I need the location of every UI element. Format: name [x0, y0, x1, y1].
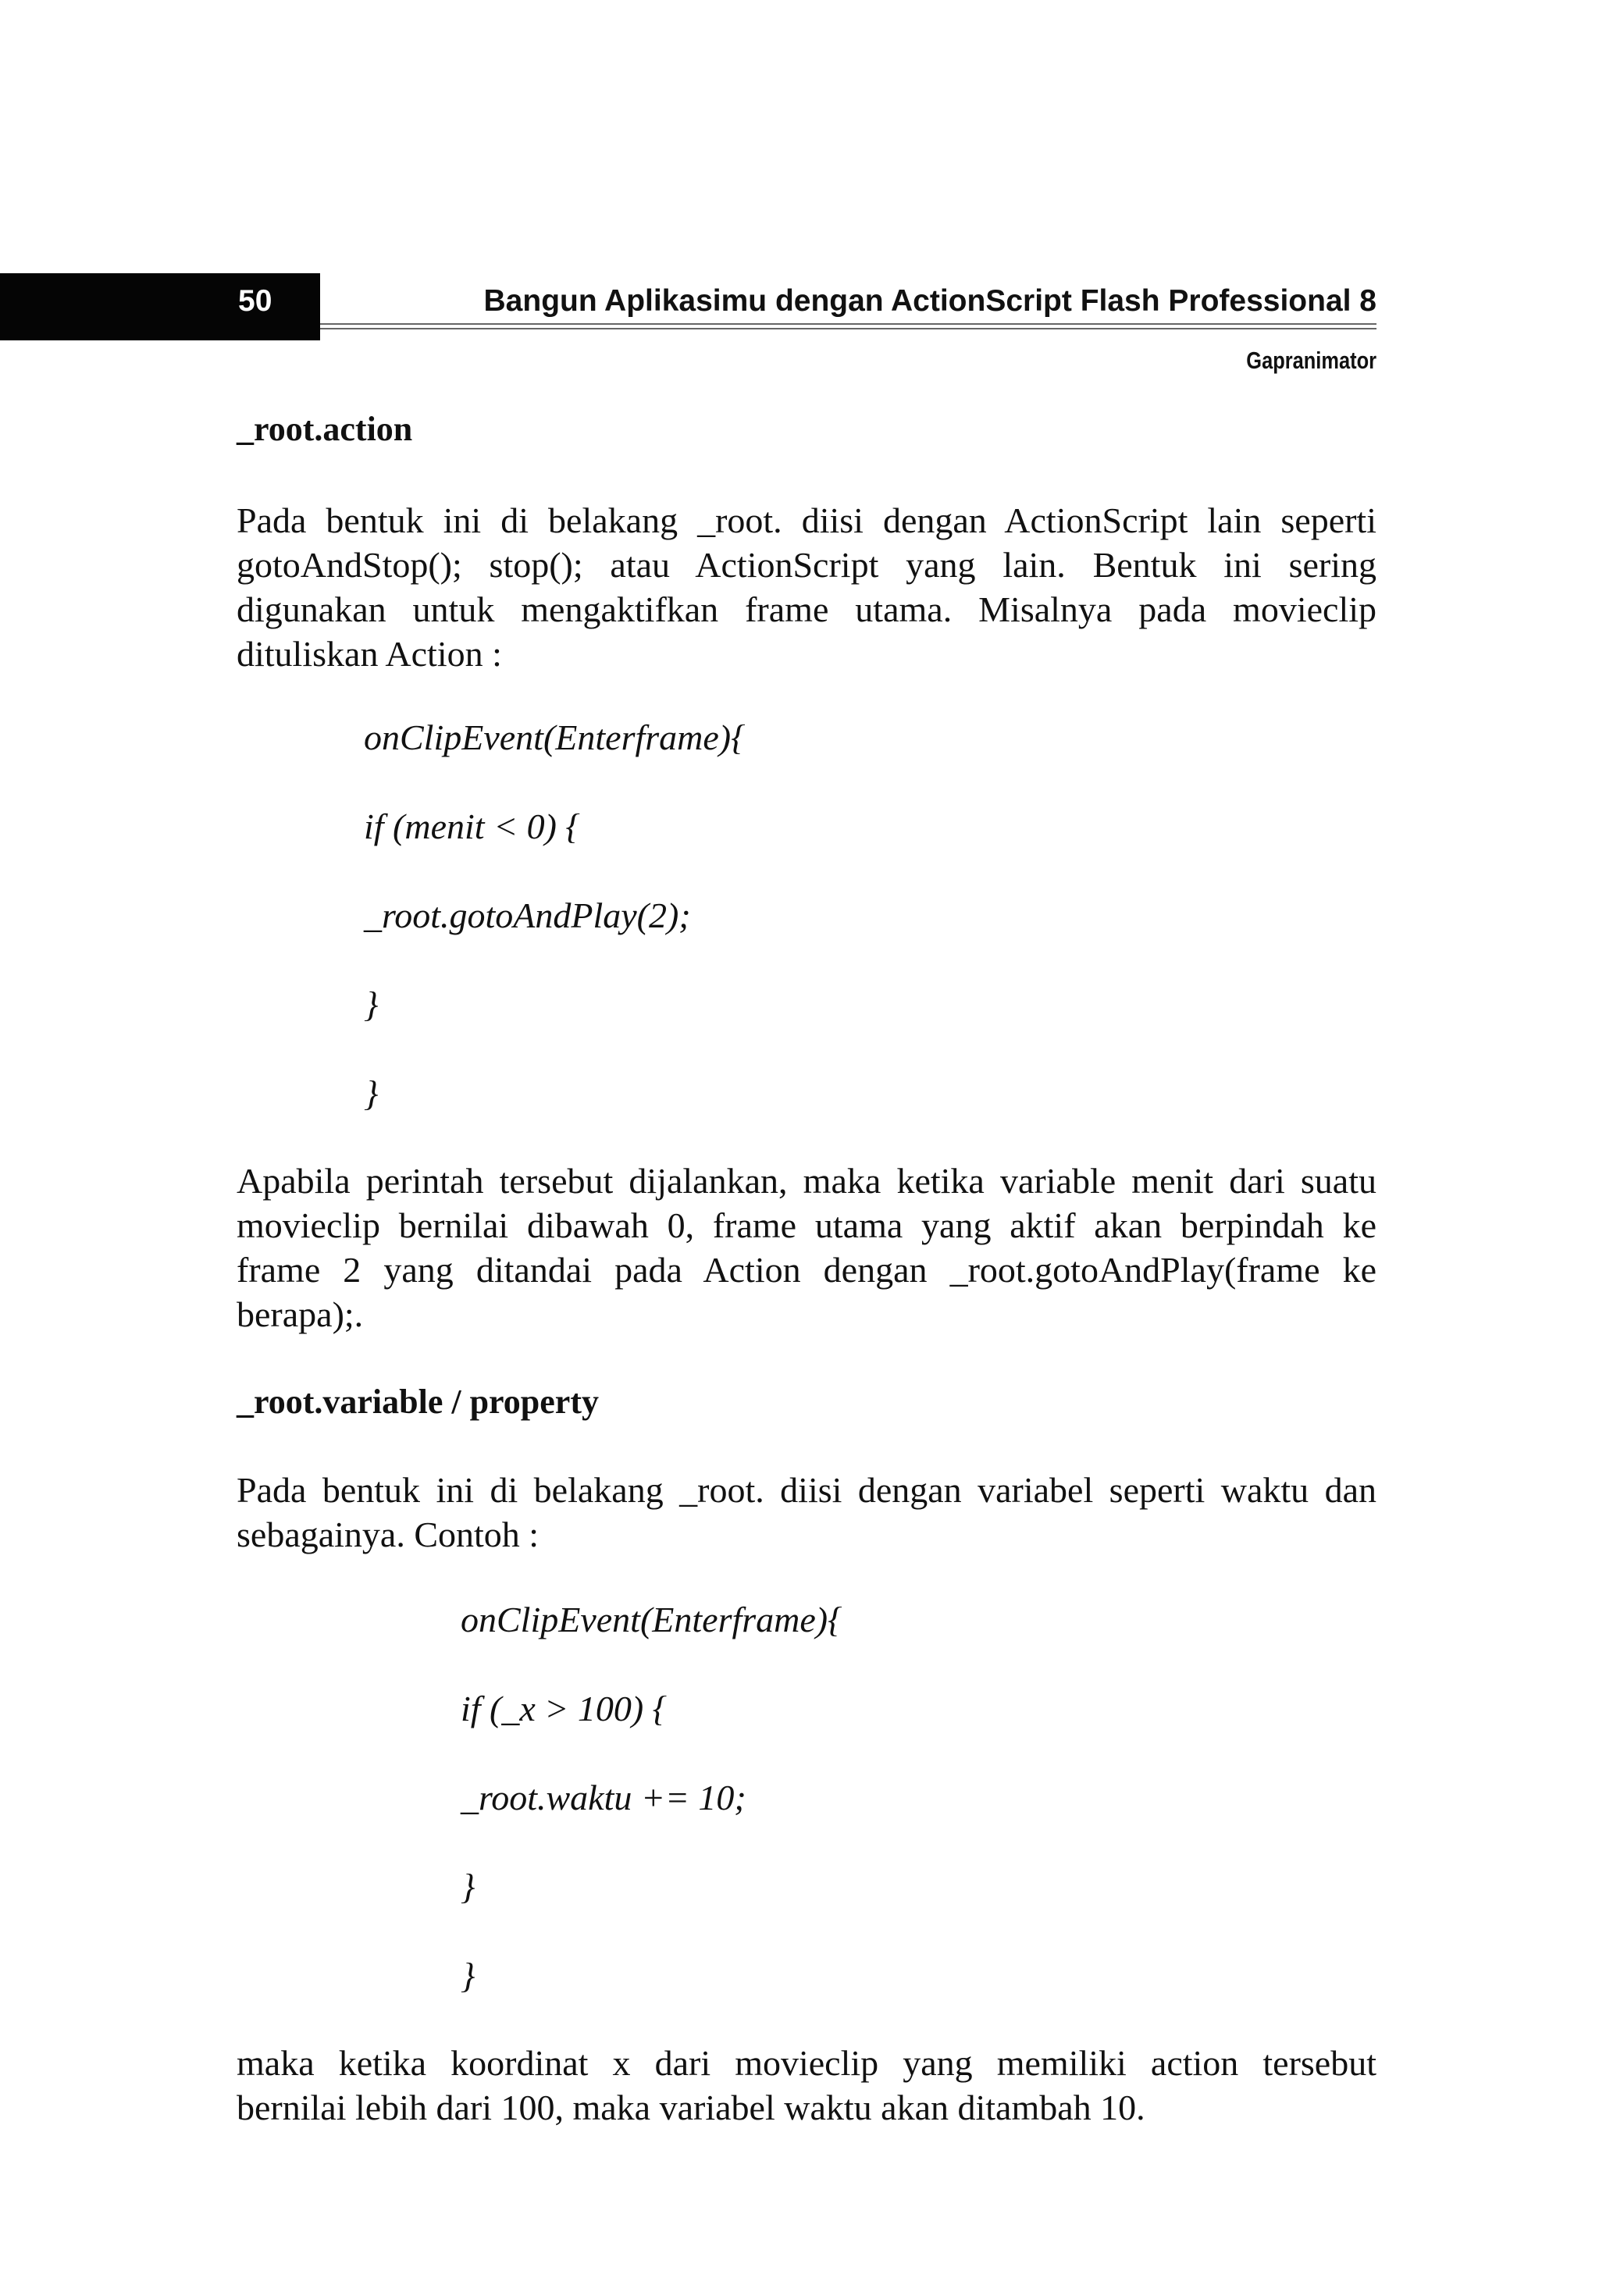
paragraph-line: dituliskan Action :: [237, 634, 502, 674]
code-line: }: [364, 1073, 379, 1113]
section1-explanation-paragraph: [237, 1159, 1376, 1337]
paragraph-line: Pada bentuk ini di belakang _root. diisi dengan ActionScript lain seperti: [237, 500, 1376, 540]
paragraph-line: frame 2 yang ditandai pada Action dengan _root.gotoAndPlay(frame ke: [237, 1250, 1376, 1290]
paragraph-line: digunakan untuk mengaktifkan frame utama. Misalnya pada movieclip: [237, 589, 1376, 629]
code-line: }: [461, 1867, 475, 1906]
running-header-title: Bangun Aplikasimu dengan ActionScript Flash Professional 8: [483, 284, 1376, 318]
code-line: }: [461, 1956, 475, 1995]
code-line: onClipEvent(Enterframe){: [364, 717, 746, 757]
paragraph-line: Apabila perintah tersebut dijalankan, maka ketika variable menit dari suatu: [237, 1161, 1376, 1201]
section1-intro-paragraph: [237, 498, 1376, 676]
code-line: _root.waktu += 10;: [461, 1778, 746, 1817]
paragraph-line: maka ketika koordinat x dari movieclip yang memiliki action tersebut: [237, 2043, 1376, 2083]
paragraph-line: movieclip bernilai dibawah 0, frame utama yang aktif akan berpindah ke: [237, 1205, 1376, 1245]
code-line: if (_x > 100) {: [461, 1689, 668, 1728]
paragraph-line: gotoAndStop(); stop(); atau ActionScript yang lain. Bentuk ini sering: [237, 545, 1376, 585]
section-heading-root-action: _root.action: [237, 410, 413, 448]
paragraph-line: bernilai lebih dari 100, maka variabel waktu akan ditambah 10.: [237, 2088, 1145, 2127]
code-line: _root.gotoAndPlay(2);: [364, 895, 691, 935]
header-rule-double: [320, 328, 1376, 329]
paragraph-line: sebagainya. Contoh :: [237, 1515, 540, 1554]
page-number: 50: [238, 284, 272, 318]
code-line: }: [364, 984, 379, 1024]
running-header-author: Gapranimator: [1246, 347, 1376, 374]
page-number-block: [0, 273, 320, 340]
section-heading-root-variable: _root.variable / property: [237, 1383, 599, 1421]
section2-explanation-paragraph: [237, 2041, 1376, 2130]
code-line: if (menit < 0) {: [364, 806, 580, 846]
section2-intro-paragraph: [237, 1468, 1376, 1557]
header-rule: [320, 323, 1376, 325]
code-line: onClipEvent(Enterframe){: [461, 1600, 842, 1639]
paragraph-line: berapa);.: [237, 1294, 364, 1334]
paragraph-line: Pada bentuk ini di belakang _root. diisi dengan variabel seperti waktu dan: [237, 1470, 1376, 1510]
